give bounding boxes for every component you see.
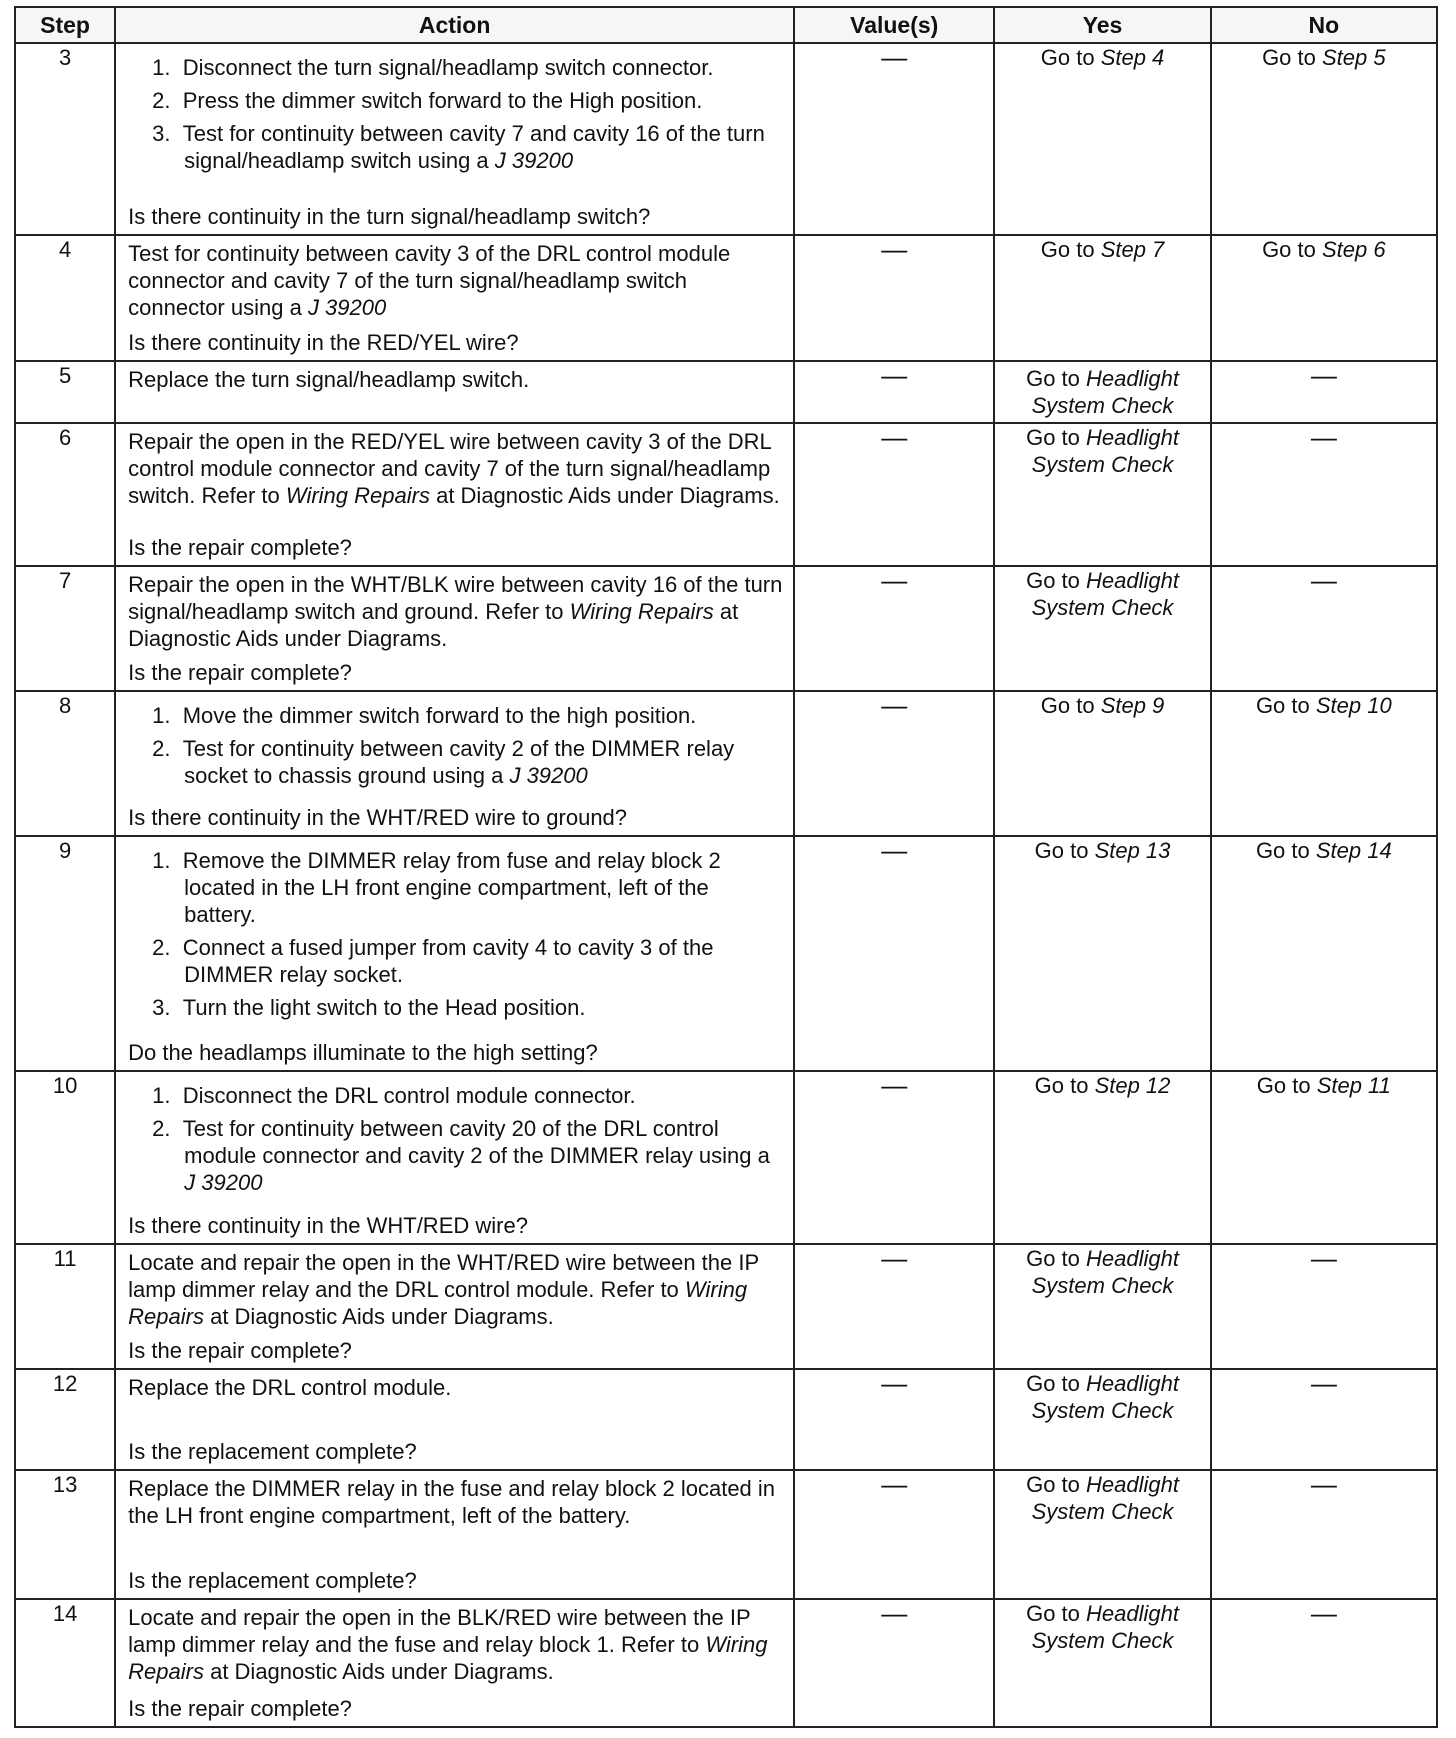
table-row xyxy=(15,235,1437,361)
wiring-repairs-reference: Wiring Repairs xyxy=(569,598,714,624)
action-text: Repair the open in the WHT/BLK wire between cavity 16 of the turn signal/headlamp switch and ground. Refer to Wiring Repairs at Diagnostic Aids under Diagrams. xyxy=(128,571,783,651)
value-cell: — xyxy=(794,423,994,566)
table-row xyxy=(15,1599,1437,1727)
table-row xyxy=(15,423,1437,566)
action-item: 2. Test for continuity between cavity 2 of the DIMMER relay socket to chassis ground using a J 39200 xyxy=(152,736,735,789)
value-cell: — xyxy=(794,361,994,423)
table-row xyxy=(15,1244,1437,1370)
value-cell: — xyxy=(794,566,994,692)
header-action: Action xyxy=(115,7,794,43)
action-question: Is there continuity in the WHT/RED wire to ground? xyxy=(128,804,628,830)
tool-reference: J 39200 xyxy=(307,295,387,321)
yes-cell: Go to Headlight System Check xyxy=(994,1470,1210,1600)
header-row xyxy=(15,7,1437,43)
value-cell: — xyxy=(794,1071,994,1244)
no-cell: — xyxy=(1211,566,1437,692)
wiring-repairs-reference: Wiring Repairs xyxy=(285,482,430,508)
yes-cell: Go to Headlight System Check xyxy=(994,361,1210,423)
action-question: Do the headlamps illuminate to the high setting? xyxy=(128,1040,598,1066)
header-values: Value(s) xyxy=(794,7,994,43)
action-text: Locate and repair the open in the BLK/RED wire between the IP lamp dimmer relay and the fuse and relay block 1. Refer to Wiring Repairs at Diagnostic Aids under Diagrams. xyxy=(128,1605,768,1685)
step-number: 9 xyxy=(15,836,115,1071)
table-row xyxy=(15,691,1437,835)
action-item: 1. Remove the DIMMER relay from fuse and relay block 2 located in the LH front engine compartment, left of the battery. xyxy=(152,847,721,927)
wiring-repairs-reference: Wiring Repairs xyxy=(128,1276,748,1329)
header-yes: Yes xyxy=(994,7,1210,43)
wiring-repairs-reference: Wiring Repairs xyxy=(128,1632,768,1685)
action-cell xyxy=(115,1244,794,1370)
action-cell xyxy=(115,1369,794,1469)
no-cell: — xyxy=(1211,361,1437,423)
step-number: 13 xyxy=(15,1470,115,1600)
action-question: Is the replacement complete? xyxy=(128,1438,417,1464)
yes-cell: Go to Step 4 xyxy=(994,43,1210,235)
action-question: Is there continuity in the WHT/RED wire? xyxy=(128,1212,528,1238)
action-cell xyxy=(115,423,794,566)
tool-reference: J 39200 xyxy=(509,763,588,789)
action-item: 1. Disconnect the turn signal/headlamp switch connector. xyxy=(152,55,714,80)
step-number: 14 xyxy=(15,1599,115,1727)
yes-cell: Go to Step 9 xyxy=(994,691,1210,835)
action-question: Is the repair complete? xyxy=(128,534,352,560)
action-item: 1. Disconnect the DRL control module connector. xyxy=(152,1083,636,1109)
table-row xyxy=(15,566,1437,692)
action-question: Is there continuity in the RED/YEL wire? xyxy=(128,329,519,355)
action-cell xyxy=(115,43,794,235)
action-cell xyxy=(115,1071,794,1244)
action-item: 2. Connect a fused jumper from cavity 4 to cavity 3 of the DIMMER relay socket. xyxy=(152,934,714,987)
action-question: Is there continuity in the turn signal/headlamp switch? xyxy=(128,204,651,230)
value-cell: — xyxy=(794,1470,994,1600)
step-number: 11 xyxy=(15,1244,115,1370)
yes-cell: Go to Headlight System Check xyxy=(994,566,1210,692)
action-question: Is the repair complete? xyxy=(128,1696,352,1721)
action-cell xyxy=(115,1470,794,1600)
table-row xyxy=(15,1369,1437,1469)
yes-cell: Go to Step 12 xyxy=(994,1071,1210,1244)
action-item: 3. Test for continuity between cavity 7 and cavity 16 of the turn signal/headlamp switch using a J 39200 xyxy=(152,121,765,173)
action-cell xyxy=(115,361,794,423)
no-cell: Go to Step 11 xyxy=(1211,1071,1437,1244)
action-cell xyxy=(115,691,794,835)
value-cell: — xyxy=(794,836,994,1071)
yes-cell: Go to Headlight System Check xyxy=(994,423,1210,566)
action-item: 2. Test for continuity between cavity 20 of the DRL control module connector and cavity 2 of the DIMMER relay using a J 39200 xyxy=(152,1116,770,1196)
step-number: 3 xyxy=(15,43,115,235)
yes-cell: Go to Step 7 xyxy=(994,235,1210,361)
action-question: Is the replacement complete? xyxy=(128,1568,417,1594)
value-cell: — xyxy=(794,1369,994,1469)
action-question: Is the repair complete? xyxy=(128,660,352,686)
action-item: 1. Move the dimmer switch forward to the high position. xyxy=(152,703,697,729)
step-number: 5 xyxy=(15,361,115,423)
step-number: 8 xyxy=(15,691,115,835)
no-cell: Go to Step 6 xyxy=(1211,235,1437,361)
value-cell: — xyxy=(794,1599,994,1727)
no-cell: — xyxy=(1211,423,1437,566)
table-row xyxy=(15,43,1437,235)
yes-cell: Go to Step 13 xyxy=(994,836,1210,1071)
action-question: Is the repair complete? xyxy=(128,1338,352,1364)
step-number: 10 xyxy=(15,1071,115,1244)
yes-cell: Go to Headlight System Check xyxy=(994,1244,1210,1370)
yes-cell: Go to Headlight System Check xyxy=(994,1369,1210,1469)
action-item: 2. Press the dimmer switch forward to the High position. xyxy=(152,88,703,113)
table-row xyxy=(15,361,1437,423)
action-text: Locate and repair the open in the WHT/RED wire between the IP lamp dimmer relay and the DRL control module. Refer to Wiring Repairs at Diagnostic Aids under Diagrams. xyxy=(128,1249,759,1329)
action-text: Replace the turn signal/headlamp switch. xyxy=(128,366,530,392)
table-row xyxy=(15,836,1437,1071)
header-no: No xyxy=(1211,7,1437,43)
diagnostic-table xyxy=(14,6,1438,1728)
action-cell xyxy=(115,836,794,1071)
step-number: 12 xyxy=(15,1369,115,1469)
header-step: Step xyxy=(15,7,115,43)
action-text: Replace the DIMMER relay in the fuse and relay block 2 located in the LH front engine compartment, left of the battery. xyxy=(128,1475,776,1528)
value-cell: — xyxy=(794,43,994,235)
step-number: 7 xyxy=(15,566,115,692)
value-cell: — xyxy=(794,1244,994,1370)
no-cell: Go to Step 10 xyxy=(1211,691,1437,835)
step-number: 4 xyxy=(15,235,115,361)
no-cell: Go to Step 5 xyxy=(1211,43,1437,235)
action-item: 3. Turn the light switch to the Head position. xyxy=(152,994,586,1020)
value-cell: — xyxy=(794,235,994,361)
table-row xyxy=(15,1470,1437,1600)
table-row xyxy=(15,1071,1437,1244)
no-cell: Go to Step 14 xyxy=(1211,836,1437,1071)
no-cell: — xyxy=(1211,1599,1437,1727)
action-cell xyxy=(115,566,794,692)
action-cell xyxy=(115,1599,794,1727)
no-cell: — xyxy=(1211,1244,1437,1370)
no-cell: — xyxy=(1211,1369,1437,1469)
no-cell: — xyxy=(1211,1470,1437,1600)
action-text: Replace the DRL control module. xyxy=(128,1375,452,1401)
tool-reference: J 39200 xyxy=(494,148,574,173)
value-cell: — xyxy=(794,691,994,835)
action-text: Repair the open in the RED/YEL wire between cavity 3 of the DRL control module connector and cavity 7 of the turn signal/headlamp switch. Refer to Wiring Repairs at Diagnostic Aids under Diagrams. xyxy=(128,428,780,508)
action-text: Test for continuity between cavity 3 of the DRL control module connector and cavity 7 of the turn signal/headlamp switch connector using a J 39200 xyxy=(128,241,731,321)
tool-reference: J 39200 xyxy=(184,1170,263,1196)
action-cell xyxy=(115,235,794,361)
step-number: 6 xyxy=(15,423,115,566)
yes-cell: Go to Headlight System Check xyxy=(994,1599,1210,1727)
